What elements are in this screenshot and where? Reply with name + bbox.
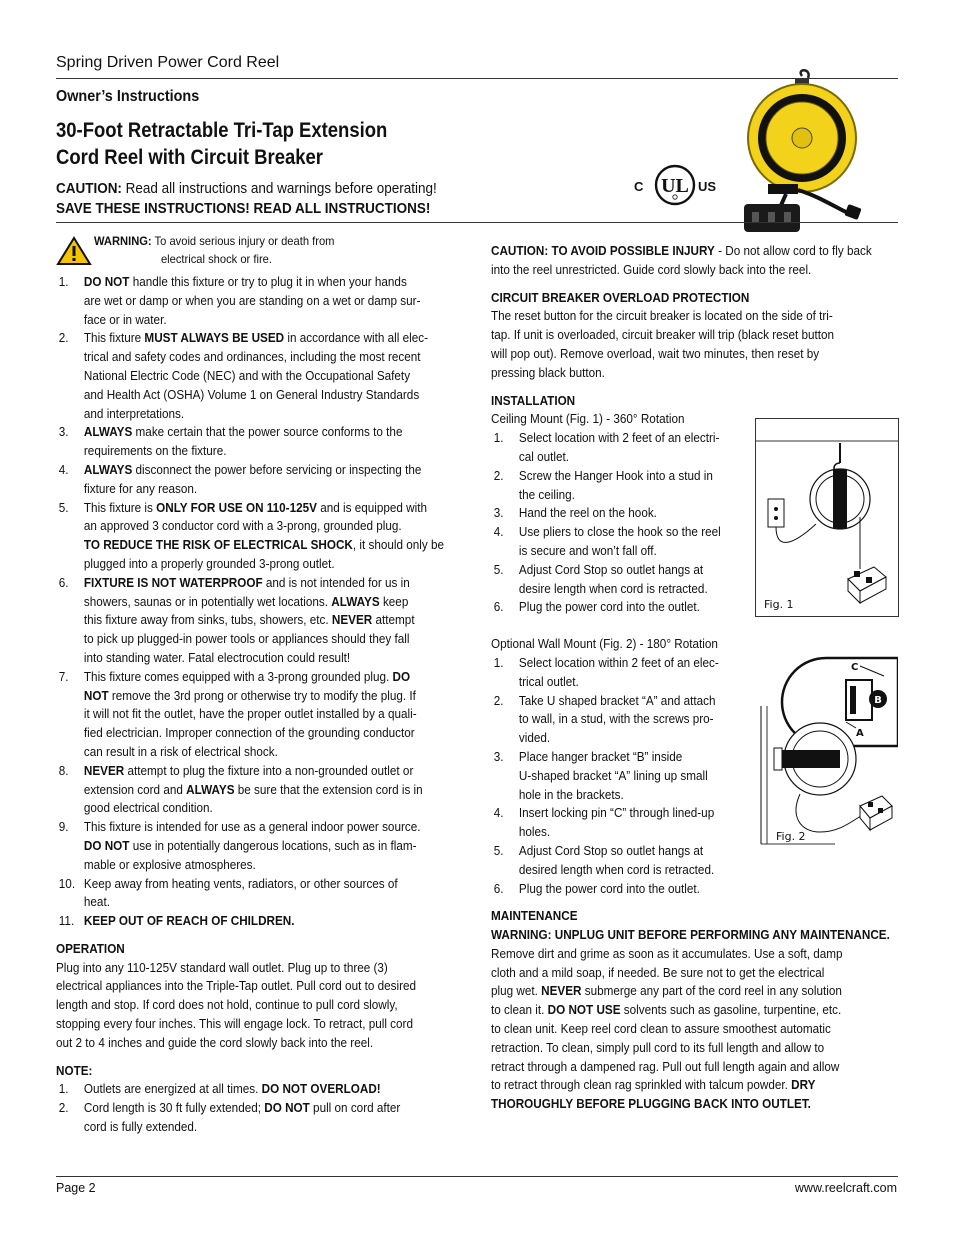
text-line: cloth and a mild soap, if needed. Be sure not to get the electrical: [491, 965, 825, 980]
text-line: out 2 to 4 inches and guide the cord slowly back into the reel.: [56, 1035, 374, 1050]
safety-list-item: [56, 273, 465, 329]
caution-label: CAUTION:: [56, 181, 122, 197]
maintenance-warning: WARNING: UNPLUG UNIT BEFORE PERFORMING ANY MAINTENANCE.: [491, 928, 890, 943]
list-number: 2.: [58, 331, 69, 346]
list-number: 6.: [493, 881, 504, 896]
list-number: 6.: [58, 575, 69, 590]
list-item-line: ALWAYS make certain that the power source conforms to the: [83, 425, 403, 440]
list-item-line: cal outlet.: [518, 449, 570, 464]
cord-reel-product-image: [738, 66, 868, 234]
list-item-line: ALWAYS disconnect the power before servicing or inspecting the: [83, 462, 422, 477]
list-item-line: showers, saunas or in potentially wet locations. ALWAYS keep: [83, 594, 409, 609]
list-item-line: Keep away from heating vents, radiators, or other sources of: [83, 876, 398, 891]
list-item-line: requirements on the fixture.: [83, 444, 227, 459]
safety-list-item: [56, 423, 465, 461]
note-heading: NOTE:: [56, 1063, 93, 1078]
intro-rule: [56, 222, 898, 223]
page-number: Page 2: [56, 1181, 96, 1195]
list-number: 11.: [58, 914, 75, 929]
list-item-line: DO NOT use in potentially dangerous locations, such as in flam-: [83, 838, 417, 853]
note-list-item: [56, 1080, 465, 1099]
list-item-line: This fixture comes equipped with a 3-prong grounded plug. DO: [83, 669, 411, 684]
list-item-line: Take U shaped bracket “A” and attach: [518, 693, 716, 708]
safety-list: [56, 273, 465, 931]
list-number: 2.: [493, 693, 504, 708]
list-item-line: it will not fit the outlet, have the proper outlet installed by a quali-: [83, 707, 417, 722]
list-item-line: Hand the reel on the hook.: [518, 506, 657, 521]
fig1-label: Fig. 1: [764, 598, 794, 611]
caution-text: Read all instructions and warnings before operating!: [121, 181, 437, 197]
list-item-line: Place hanger bracket “B” inside: [518, 749, 683, 764]
list-item-line: This fixture is intended for use as a general indoor power source.: [83, 820, 421, 835]
website-link[interactable]: www.reelcraft.com: [794, 1181, 897, 1195]
list-item-line: National Electric Code (NEC) and with the Occupational Safety: [83, 368, 411, 383]
operation-text: [56, 959, 465, 1053]
list-item-line: cord is fully extended.: [83, 1120, 198, 1135]
list-item-line: Select location within 2 feet of an elec-: [518, 655, 719, 670]
caution-flyback-text: [491, 242, 900, 280]
text-line: retract through a dampened rag. Pull out full length again and allow: [491, 1059, 840, 1074]
list-item-line: desired length when cord is retracted.: [518, 862, 715, 877]
list-item-line: fied electrician. Improper connection of the grounding conductor: [83, 726, 415, 741]
list-number: 5.: [58, 500, 69, 515]
document-header-title: Spring Driven Power Cord Reel: [56, 54, 280, 71]
text-line: will pop out). Remove overload, wait two minutes, then reset by: [491, 346, 820, 361]
list-item-line: NOT remove the 3rd prong or otherwise try to modify the plug. If: [83, 688, 416, 703]
list-item-line: This fixture is ONLY FOR USE ON 110-125V and is equipped with: [83, 500, 427, 515]
note-list-item: [56, 1099, 465, 1137]
list-number: 4.: [493, 806, 504, 821]
list-item-line: This fixture MUST ALWAYS BE USED in accordance with all elec-: [83, 331, 429, 346]
safety-list-item: [56, 668, 465, 762]
list-number: 3.: [493, 506, 504, 521]
list-item-line: FIXTURE IS NOT WATERPROOF and is not intended for us in: [83, 575, 410, 590]
ul-us-text: US: [698, 179, 717, 194]
owners-instructions-heading: Owner’s Instructions: [56, 88, 200, 105]
safety-list-item: [56, 762, 465, 818]
list-item-line: U-shaped bracket “A” lining up small: [518, 768, 708, 783]
breaker-heading: CIRCUIT BREAKER OVERLOAD PROTECTION: [491, 290, 750, 305]
list-item-line: are wet or damp or when you are standing on a wet or damp sur-: [83, 293, 421, 308]
list-number: 5.: [493, 843, 504, 858]
wall-step-item: [491, 880, 900, 899]
list-number: 2.: [58, 1101, 69, 1116]
list-number: 2.: [493, 468, 504, 483]
safety-list-item: [56, 461, 465, 499]
ul-certification-mark: [628, 160, 723, 210]
text-line: length and stop. If cord does not hold, continue to pull cord slowly,: [56, 998, 398, 1013]
text-line: to retract through clean rag sprinkled with talcum powder. DRY: [491, 1078, 816, 1093]
list-number: 4.: [58, 462, 69, 477]
text-line: CAUTION: TO AVOID POSSIBLE INJURY - Do not allow cord to fly back: [491, 244, 872, 258]
list-item-line: good electrical condition.: [83, 801, 213, 816]
list-number: 7.: [58, 669, 69, 684]
page-title: [56, 117, 387, 171]
list-item-line: plugged into a properly grounded 3-prong outlet.: [83, 556, 335, 571]
list-number: 1.: [493, 431, 504, 446]
text-line: to clean unit. Keep reel cord clean to assure smoothest automatic: [491, 1022, 831, 1037]
ul-text: UL: [661, 175, 689, 197]
list-item-line: desire length when cord is retracted.: [518, 581, 708, 596]
list-item-line: Cord length is 30 ft fully extended; DO NOT pull on cord after: [83, 1101, 401, 1116]
title-line-1: 30-Foot Retractable Tri-Tap Extension: [56, 119, 388, 142]
warning-text: [94, 232, 334, 268]
warning-triangle-icon: [56, 236, 92, 268]
figure-1-ceiling-mount: [755, 418, 899, 617]
list-number: 1.: [58, 275, 69, 289]
fig2-label: Fig. 2: [776, 830, 806, 843]
list-item-line: Outlets are energized at all times. DO NOT OVERLOAD!: [83, 1082, 381, 1097]
safety-list-item: [56, 818, 465, 874]
list-item-line: trical and safety codes and ordinances, including the most recent: [83, 350, 421, 365]
text-line: plug wet. NEVER submerge any part of the cord reel in any solution: [491, 984, 842, 999]
maintenance-heading: MAINTENANCE: [491, 909, 578, 924]
warning-text-line-1: To avoid serious injury or death from: [151, 234, 335, 248]
list-number: 6.: [493, 600, 504, 615]
footer-rule: [56, 1176, 898, 1177]
list-item-line: to wall, in a stud, with the screws pro-: [518, 712, 714, 727]
maintenance-text: [491, 945, 900, 1114]
list-item-line: fixture for any reason.: [83, 481, 198, 496]
list-number: 9.: [58, 820, 69, 835]
text-line: Plug into any 110-125V standard wall outlet. Plug up to three (3): [56, 960, 388, 975]
list-item-line: Plug the power cord into the outlet.: [518, 881, 700, 896]
ul-c-text: C: [634, 179, 644, 194]
warning-label: WARNING:: [94, 234, 152, 248]
safety-list-item: [56, 912, 465, 931]
list-item-line: and interpretations.: [83, 406, 185, 421]
list-item-line: Screw the Hanger Hook into a stud in: [518, 468, 713, 483]
list-item-line: trical outlet.: [518, 674, 579, 689]
list-item-line: vided.: [518, 731, 551, 746]
list-item-line: Insert locking pin “C” through lined-up: [518, 806, 715, 821]
text-line: The reset button for the circuit breaker is located on the side of tri-: [491, 309, 833, 324]
save-instructions: SAVE THESE INSTRUCTIONS! READ ALL INSTRUCTIONS!: [56, 201, 431, 217]
list-number: 10.: [58, 876, 76, 891]
list-item-line: heat.: [83, 895, 110, 910]
list-item-line: can result in a risk of electrical shock.: [83, 744, 278, 759]
text-line: stopping every four inches. This will engage lock. To retract, pull cord: [56, 1017, 413, 1032]
list-item-line: Adjust Cord Stop so outlet hangs at: [518, 562, 704, 577]
list-item-line: into standing water. Fatal electrocution could result!: [83, 650, 351, 665]
list-item-line: holes.: [518, 825, 551, 840]
list-number: 1.: [493, 655, 504, 670]
list-item-line: Plug the power cord into the outlet.: [518, 600, 700, 615]
list-item-line: NEVER attempt to plug the fixture into a non-grounded outlet or: [83, 763, 414, 778]
operation-heading: OPERATION: [56, 941, 125, 956]
list-number: 4.: [493, 525, 504, 540]
wall-mount-title: Optional Wall Mount (Fig. 2) - 180° Rotation: [491, 637, 718, 652]
list-item-line: Select location with 2 feet of an electri-: [518, 431, 720, 446]
note-list: [56, 1080, 465, 1136]
list-item-line: extension cord and ALWAYS be sure that the extension cord is in: [83, 782, 423, 797]
list-item-line: DO NOT handle this fixture or try to plug it in when your hands: [83, 275, 407, 289]
text-line: pressing black button.: [491, 365, 605, 380]
fig2-a-label: A: [856, 728, 864, 739]
text-line: electrical appliances into the Triple-Tap outlet. Pull cord out to desired: [56, 979, 417, 994]
list-item-line: an approved 3 conductor cord with a 3-prong, grounded plug.: [83, 519, 402, 534]
list-item-line: Adjust Cord Stop so outlet hangs at: [518, 843, 704, 858]
list-number: 8.: [58, 763, 69, 778]
list-item-line: to pick up plugged-in power tools or appliances should they fall: [83, 632, 410, 647]
left-column: [56, 273, 465, 1137]
safety-list-item: [56, 329, 465, 423]
breaker-text: [491, 307, 900, 382]
fig2-c-label: C: [851, 662, 859, 673]
warning-text-line-2: electrical shock or fire.: [160, 252, 272, 266]
list-item-line: face or in water.: [83, 312, 167, 327]
list-item-line: and Health Act (OSHA) Volume 1 on General Industry Standards: [83, 387, 420, 402]
fig2-b-label: B: [874, 695, 882, 706]
figure-2-wall-mount: [760, 656, 898, 846]
text-line: tap. If unit is overloaded, circuit breaker will trip (black reset button: [491, 328, 835, 343]
list-number: 1.: [58, 1082, 69, 1097]
text-line: into the reel unrestricted. Guide cord slowly back into the reel.: [491, 262, 812, 277]
safety-list-item: [56, 574, 465, 668]
installation-heading: INSTALLATION: [491, 393, 576, 408]
list-number: 3.: [58, 425, 69, 440]
text-line: THOROUGHLY BEFORE PLUGGING BACK INTO OUTLET.: [491, 1097, 811, 1112]
list-item-line: the ceiling.: [518, 487, 575, 502]
text-line: Remove dirt and grime as soon as it accumulates. Use a soft, damp: [491, 946, 843, 961]
list-item-line: KEEP OUT OF REACH OF CHILDREN.: [83, 914, 295, 929]
list-item-line: TO REDUCE THE RISK OF ELECTRICAL SHOCK, it should only be: [83, 538, 445, 553]
text-line: retraction. To clean, simply pull cord to its full length and allow to: [491, 1040, 825, 1055]
ceiling-mount-title: Ceiling Mount (Fig. 1) - 360° Rotation: [491, 412, 685, 427]
caution-banner: [56, 179, 437, 219]
safety-list-item: [56, 875, 465, 913]
list-item-line: Use pliers to close the hook so the reel: [518, 525, 721, 540]
list-item-line: this fixture away from sinks, tubs, showers, etc. NEVER attempt: [83, 613, 415, 628]
list-item-line: is secure and won’t fall off.: [518, 543, 657, 558]
list-number: 5.: [493, 562, 504, 577]
title-line-2: Cord Reel with Circuit Breaker: [56, 146, 324, 169]
list-item-line: mable or explosive atmospheres.: [83, 857, 256, 872]
wall-step-item: [491, 842, 900, 880]
list-item-line: hole in the brackets.: [518, 787, 624, 802]
text-line: to clean it. DO NOT USE solvents such as gasoline, turpentine, etc.: [491, 1003, 842, 1018]
safety-list-item: [56, 499, 465, 574]
list-number: 3.: [493, 749, 504, 764]
